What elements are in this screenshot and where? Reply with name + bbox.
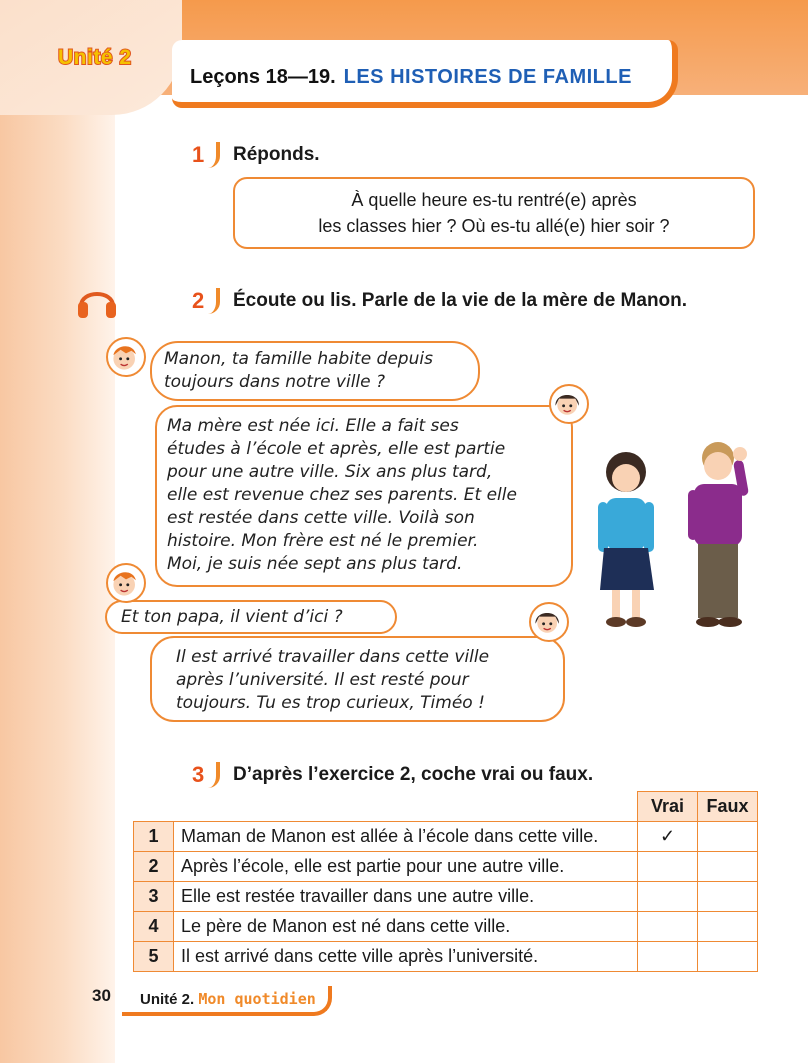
vrai-checkbox[interactable]: ✓ <box>638 822 698 852</box>
left-band <box>0 0 115 1063</box>
true-false-table <box>133 791 758 972</box>
table-row <box>134 942 758 972</box>
table-row <box>134 822 758 852</box>
table-row <box>134 912 758 942</box>
question-line-2: les classes hier ? Où es-tu allé(e) hier soir ? <box>318 216 670 236</box>
bubble-line: Moi, je suis née sept ans plus tard. <box>167 554 463 574</box>
boy-avatar <box>106 337 146 377</box>
speech-bubble-manon-1 <box>155 405 573 587</box>
row-number: 4 <box>134 912 174 942</box>
exercise-3-number: 3 <box>180 760 220 796</box>
page-number: 30 <box>92 986 111 1005</box>
vrai-header: Vrai <box>638 792 698 822</box>
faux-checkbox[interactable] <box>698 942 758 972</box>
row-statement: Le père de Manon est né dans cette ville. <box>174 912 638 942</box>
row-number: 5 <box>134 942 174 972</box>
bubble-line: histoire. Mon frère est né le premier. <box>167 531 479 551</box>
row-number: 3 <box>134 882 174 912</box>
footer-unit-title: Mon quotidien <box>198 990 316 1008</box>
vrai-checkbox[interactable] <box>638 912 698 942</box>
bubble-line: études à l’école et après, elle est partie <box>167 439 506 459</box>
row-statement: Maman de Manon est allée à l’école dans cette ville. <box>174 822 638 852</box>
speech-bubble-manon-2 <box>150 636 565 722</box>
bubble-line: Ma mère est née ici. Elle a fait ses <box>167 416 459 436</box>
parents-illustration <box>590 430 770 640</box>
headphones-icon[interactable] <box>76 282 118 322</box>
row-statement: Il est arrivé dans cette ville après l’université. <box>174 942 638 972</box>
bubble-line: après l’université. Il est resté pour <box>176 670 469 690</box>
exercise-2-number: 2 <box>180 286 220 322</box>
speech-bubble-timeo-2 <box>105 600 397 634</box>
row-number: 1 <box>134 822 174 852</box>
unit-label: Unité 2 <box>58 46 132 69</box>
footer-unit <box>140 990 316 1008</box>
row-statement: Après l’école, elle est partie pour une autre ville. <box>174 852 638 882</box>
speech-bubble-timeo-1 <box>150 341 480 401</box>
boy-avatar <box>106 563 146 603</box>
table-header-row <box>134 792 758 822</box>
bubble-line: Il est arrivé travailler dans cette ville <box>176 647 490 667</box>
bubble-line: Manon, ta famille habite depuis <box>164 349 433 369</box>
bubble-line: elle est revenue chez ses parents. Et elle <box>167 485 517 505</box>
vrai-checkbox[interactable] <box>638 942 698 972</box>
faux-checkbox[interactable] <box>698 912 758 942</box>
table-row <box>134 852 758 882</box>
lesson-title <box>190 66 632 89</box>
faux-checkbox[interactable] <box>698 882 758 912</box>
question-line-1: À quelle heure es-tu rentré(e) après <box>351 190 637 210</box>
footer-unit-label: Unité 2. <box>140 991 195 1008</box>
girl-avatar <box>549 384 589 424</box>
faux-checkbox[interactable] <box>698 852 758 882</box>
exercise-2-title: Écoute ou lis. Parle de la vie de la mère de Manon. <box>233 290 688 311</box>
bubble-line: est restée dans cette ville. Voilà son <box>167 508 475 528</box>
lessons-label: Leçons 18—19. <box>190 66 336 88</box>
exercise-1-question-box <box>233 177 755 249</box>
vrai-checkbox[interactable] <box>638 882 698 912</box>
vrai-checkbox[interactable] <box>638 852 698 882</box>
exercise-1-title: Réponds. <box>233 144 320 165</box>
topic-label: LES HISTOIRES DE FAMILLE <box>343 66 632 88</box>
girl-avatar <box>529 602 569 642</box>
bubble-line: toujours dans notre ville ? <box>164 372 386 392</box>
row-statement: Elle est restée travailler dans une autre ville. <box>174 882 638 912</box>
row-number: 2 <box>134 852 174 882</box>
bubble-line: Et ton papa, il vient d’ici ? <box>121 607 343 627</box>
bubble-line: pour une autre ville. Six ans plus tard, <box>167 462 493 482</box>
exercise-1-number: 1 <box>180 140 220 176</box>
bubble-line: toujours. Tu es trop curieux, Timéo ! <box>176 693 485 713</box>
exercise-3-title: D’après l’exercice 2, coche vrai ou faux. <box>233 764 594 785</box>
faux-header: Faux <box>698 792 758 822</box>
table-row <box>134 882 758 912</box>
faux-checkbox[interactable] <box>698 822 758 852</box>
